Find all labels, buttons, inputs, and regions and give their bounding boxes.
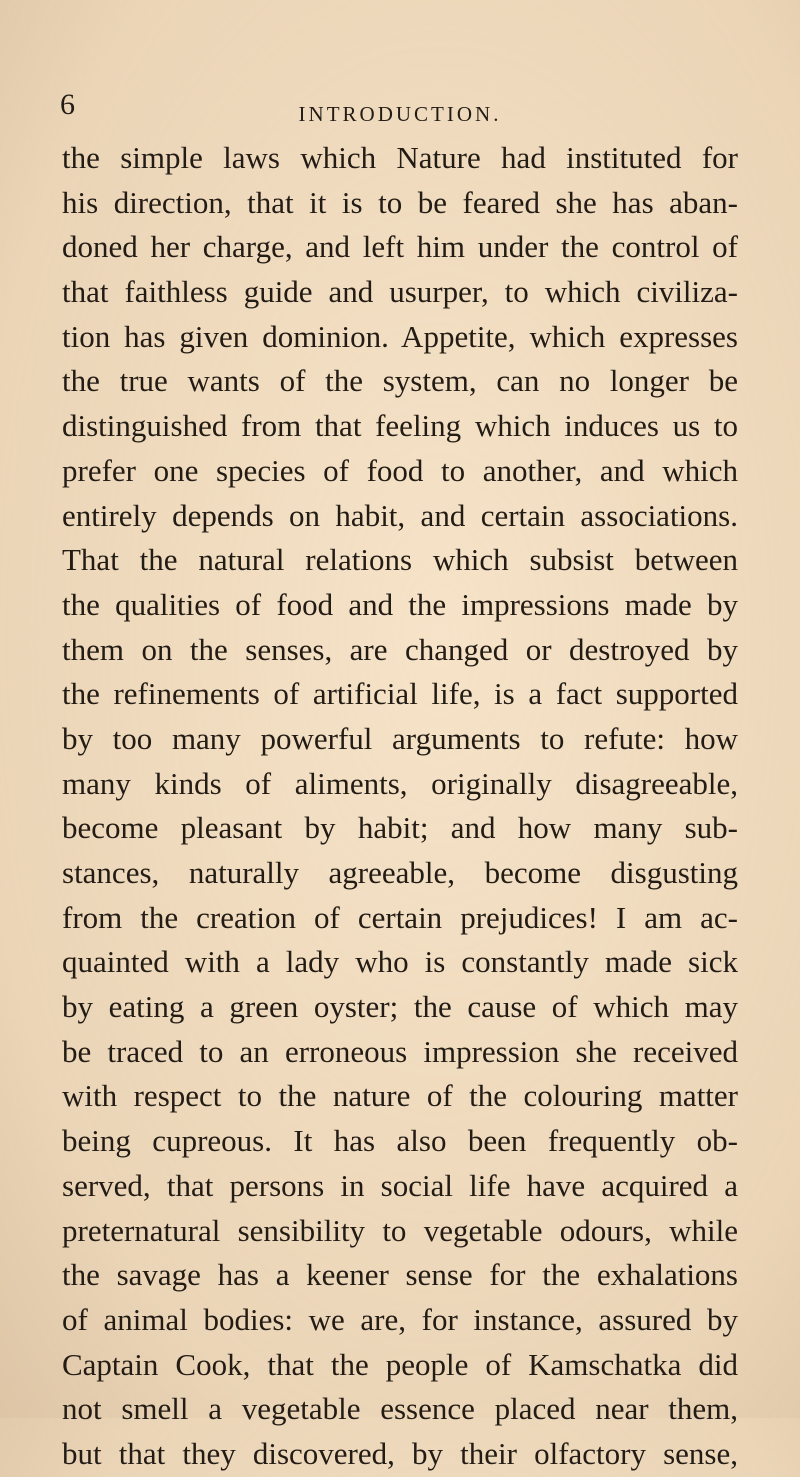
text-line: doned her charge, and left him under the control of bbox=[62, 229, 738, 265]
page-header bbox=[0, 88, 800, 128]
text-line: the savage has a keener sense for the exhalations bbox=[62, 1257, 738, 1293]
text-line: the true wants of the system, can no longer be bbox=[62, 363, 738, 399]
text-line: That the natural relations which subsist between bbox=[62, 542, 738, 578]
text-line: prefer one species of food to another, and which bbox=[62, 452, 738, 488]
text-line: become pleasant by habit; and how many sub- bbox=[62, 810, 738, 846]
text-line: quainted with a lady who is constantly made sick bbox=[62, 944, 738, 980]
text-line: his direction, that it is to be feared she has aban- bbox=[62, 184, 738, 220]
text-line: the simple laws which Nature had instituted for bbox=[62, 140, 738, 175]
text-line: being cupreous. It has also been frequently ob- bbox=[62, 1123, 738, 1159]
text-line: distinguished from that feeling which induces us to bbox=[62, 408, 738, 444]
text-line: Captain Cook, that the people of Kamschatka did bbox=[62, 1346, 738, 1382]
text-line: be traced to an erroneous impression she received bbox=[62, 1033, 738, 1069]
text-line: tion has given dominion. Appetite, which expresses bbox=[62, 318, 738, 354]
text-line: of animal bodies: we are, for instance, assured by bbox=[62, 1301, 738, 1337]
text-line: with respect to the nature of the colouring matter bbox=[62, 1078, 738, 1114]
text-line: not smell a vegetable essence placed near them, bbox=[62, 1391, 738, 1427]
text-line: preternatural sensibility to vegetable odours, while bbox=[62, 1212, 738, 1248]
body-text bbox=[62, 136, 738, 1477]
running-head: INTRODUCTION. bbox=[298, 102, 502, 126]
text-line: stances, naturally agreeable, become disgusting bbox=[62, 855, 738, 890]
text-line: by too many powerful arguments to refute: how bbox=[62, 720, 738, 756]
text-line: but that they discovered, by their olfactory sense, bbox=[62, 1435, 738, 1471]
page-number: 6 bbox=[60, 88, 76, 121]
text-line: the qualities of food and the impressions made by bbox=[62, 586, 738, 622]
text-line: the refinements of artificial life, is a fact supported bbox=[62, 676, 738, 712]
text-line: many kinds of aliments, originally disagreeable, bbox=[62, 765, 738, 801]
text-line: entirely depends on habit, and certain associations. bbox=[62, 497, 738, 533]
text-line: that faithless guide and usurper, to which civiliza- bbox=[62, 274, 738, 310]
text-line: them on the senses, are changed or destroyed by bbox=[62, 631, 738, 667]
text-line: served, that persons in social life have acquired a bbox=[62, 1167, 738, 1203]
text-line: by eating a green oyster; the cause of which may bbox=[62, 989, 738, 1025]
text-line: from the creation of certain prejudices! I am ac- bbox=[62, 899, 738, 935]
